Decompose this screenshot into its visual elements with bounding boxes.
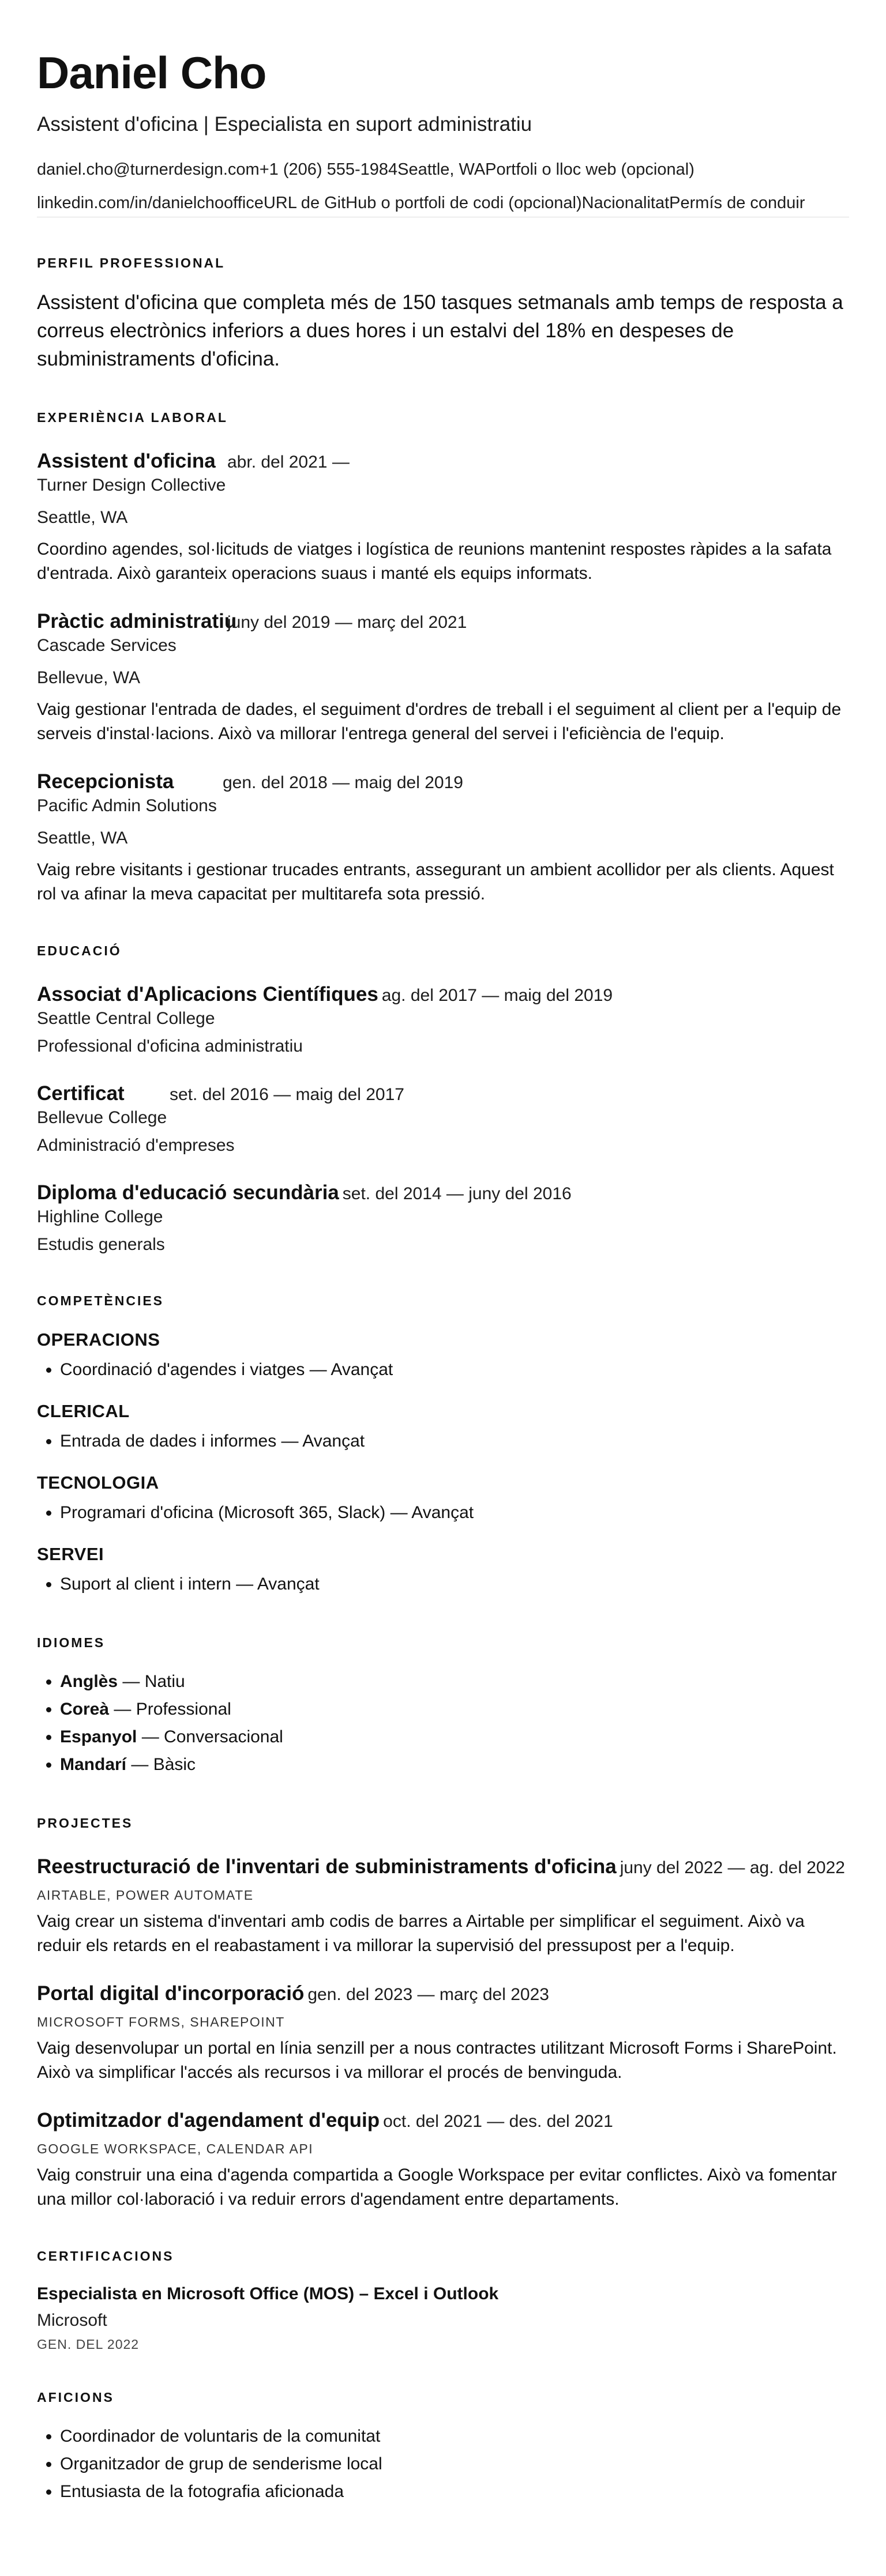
job-location: Seattle, WA — [37, 508, 128, 527]
project-tech: AIRTABLE, POWER AUTOMATE — [37, 1888, 254, 1903]
project-entry — [37, 1854, 849, 1958]
experience-section — [37, 410, 849, 906]
project-name: Reestructuració de l'inventari de subministraments d'oficina — [37, 1855, 617, 1878]
language-name: Mandarí — [60, 1755, 127, 1774]
project-dates: juny del 2022 — ag. del 2022 — [620, 1858, 845, 1877]
degree-dates: set. del 2016 — maig del 2017 — [170, 1085, 404, 1104]
project-name: Portal digital d'incorporació — [37, 1982, 305, 2005]
job-company: Pacific Admin Solutions — [37, 796, 217, 815]
job-dates: gen. del 2018 — maig del 2019 — [223, 773, 463, 792]
skill-category: TECNOLOGIA — [37, 1472, 159, 1493]
skill-item: • Coordinació d'agendes i viatges — Avançat — [60, 1356, 849, 1384]
languages-section — [37, 1635, 849, 1779]
language-level: — Natiu — [118, 1672, 185, 1691]
hobbies-title: AFICIONS — [37, 2390, 114, 2405]
job-dates: juny del 2019 — març del 2021 — [227, 613, 467, 632]
hobby-item: • Coordinador de voluntaris de la comunitat — [60, 2423, 849, 2450]
education-title: EDUCACIÓ — [37, 943, 122, 958]
skills-section — [37, 1293, 849, 1598]
certification-issuer: Microsoft — [37, 2311, 107, 2330]
job-title: Recepcionista — [37, 770, 174, 793]
degree-dates: ag. del 2017 — maig del 2019 — [381, 986, 613, 1005]
job-title: Pràctic administratiu — [37, 610, 237, 632]
study-field: Professional d'oficina administratiu — [37, 1037, 303, 1056]
experience-title: EXPERIÈNCIA LABORAL — [37, 410, 228, 425]
study-field: Administració d'empreses — [37, 1136, 235, 1155]
degree-title: Certificat — [37, 1082, 125, 1105]
project-tech: MICROSOFT FORMS, SHAREPOINT — [37, 2014, 285, 2029]
language-level: — Professional — [109, 1700, 231, 1719]
language-name: Coreà — [60, 1700, 110, 1719]
skill-group — [37, 1543, 849, 1598]
degree-title: Diploma d'educació secundària — [37, 1181, 339, 1204]
skill-item: • Entrada de dades i informes — Avançat — [60, 1428, 849, 1455]
certification-name: Especialista en Microsoft Office (MOS) – Excel i Outlook — [37, 2284, 499, 2303]
certifications-section — [37, 2249, 849, 2353]
hobby-item: • Entusiasta de la fotografia aficionada — [60, 2478, 849, 2506]
summary-text: Assistent d'oficina que completa més de 150 tasques setmanals amb temps de resposta a correus electrònics inferiors a dues hores i un estalvi del 18% en despeses de subministraments d'oficina. — [37, 291, 843, 370]
summary-section — [37, 255, 849, 373]
education-entry — [37, 1180, 849, 1256]
certifications-title: CERTIFICACIONS — [37, 2249, 174, 2264]
language-name: Anglès — [60, 1672, 118, 1691]
experience-entry — [37, 449, 849, 586]
projects-section — [37, 1816, 849, 2212]
education-entry — [37, 1081, 849, 1157]
projects-title: PROJECTES — [37, 1816, 133, 1831]
job-location: Bellevue, WA — [37, 668, 140, 687]
project-description: Vaig construir una eina d'agenda compartida a Google Workspace per evitar conflictes. Això va fomentar una millor col·laboració i va reduir errors d'agendament entre departaments. — [37, 2166, 838, 2209]
education-section — [37, 943, 849, 1256]
project-entry — [37, 2108, 849, 2212]
skill-group — [37, 1328, 849, 1384]
languages-title: IDIOMES — [37, 1635, 106, 1650]
skill-group — [37, 1471, 849, 1527]
language-item — [60, 1696, 849, 1723]
experience-entry — [37, 769, 849, 906]
language-level: — Conversacional — [137, 1727, 283, 1746]
certification-entry — [37, 2283, 849, 2353]
school-name: Bellevue College — [37, 1108, 167, 1127]
contact-line-1: daniel.cho@turnerdesign.com+1 (206) 555-1984Seattle, WAPortfoli o lloc web (opcional) — [37, 160, 694, 179]
project-dates: gen. del 2023 — març del 2023 — [307, 1985, 549, 2004]
candidate-name: Daniel Cho — [37, 47, 266, 98]
school-name: Highline College — [37, 1207, 163, 1226]
job-location: Seattle, WA — [37, 828, 128, 848]
job-company: Turner Design Collective — [37, 476, 226, 495]
education-entry — [37, 982, 849, 1058]
school-name: Seattle Central College — [37, 1009, 215, 1028]
project-entry — [37, 1981, 849, 2085]
language-item — [60, 1668, 849, 1696]
degree-title: Associat d'Aplicacions Científiques — [37, 983, 378, 1005]
skill-group — [37, 1400, 849, 1455]
project-name: Optimitzador d'agendament d'equip — [37, 2109, 380, 2131]
language-item — [60, 1723, 849, 1751]
language-item — [60, 1751, 849, 1779]
skill-category: OPERACIONS — [37, 1330, 160, 1350]
job-description: Vaig rebre visitants i gestionar trucades entrants, assegurant un ambient acollidor per als clients. Aquest rol va afinar la meva capacitat per multitarefa sota pressió. — [37, 860, 834, 903]
job-company: Cascade Services — [37, 636, 177, 655]
job-title: Assistent d'oficina — [37, 450, 216, 472]
study-field: Estudis generals — [37, 1235, 165, 1254]
certification-date: GEN. DEL 2022 — [37, 2337, 140, 2352]
skill-category: SERVEI — [37, 1544, 104, 1564]
skills-title: COMPETÈNCIES — [37, 1293, 164, 1308]
summary-title: PERFIL PROFESSIONAL — [37, 255, 226, 270]
hobby-item: • Organitzador de grup de senderisme local — [60, 2450, 849, 2478]
project-description: Vaig desenvolupar un portal en línia senzill per a nous contractes utilitzant Microsoft Forms i SharePoint. Això va simplificar l'accés als recursos i va millorar el procés de benvinguda. — [37, 2039, 837, 2082]
skill-item: • Programari d'oficina (Microsoft 365, Slack) — Avançat — [60, 1499, 849, 1527]
project-tech: GOOGLE WORKSPACE, CALENDAR API — [37, 2141, 314, 2156]
degree-dates: set. del 2014 — juny del 2016 — [342, 1184, 572, 1203]
hobbies-section — [37, 2390, 849, 2506]
skill-item: • Suport al client i intern — Avançat — [60, 1571, 849, 1598]
candidate-headline: Assistent d'oficina | Especialista en suport administratiu — [37, 113, 532, 135]
contact-line-2: linkedin.com/in/danielchoofficeURL de GitHub o portfoli de codi (opcional)NacionalitatPermís de conduir — [37, 191, 849, 217]
experience-entry — [37, 609, 849, 746]
job-dates: abr. del 2021 — — [227, 453, 350, 472]
language-name: Espanyol — [60, 1727, 137, 1746]
language-level: — Bàsic — [126, 1755, 196, 1774]
skill-category: CLERICAL — [37, 1401, 130, 1421]
resume-header — [37, 46, 849, 217]
job-description: Vaig gestionar l'entrada de dades, el seguiment d'ordres de treball i el seguiment al client per a l'equip de serveis d'instal·lacions. Això va millorar l'entrega general del servei i l'eficiència de l'equip. — [37, 700, 842, 743]
project-dates: oct. del 2021 — des. del 2021 — [383, 2112, 613, 2131]
project-description: Vaig crear un sistema d'inventari amb codis de barres a Airtable per simplificar el seguiment. Això va reduir els retards en el reabastament i va millorar la supervisió del pressupost per a l'equip. — [37, 1912, 805, 1955]
job-description: Coordino agendes, sol·licituds de viatges i logística de reunions mantenint respostes ràpides a la safata d'entrada. Això garanteix operacions suaus i manté els equips informats. — [37, 540, 832, 583]
